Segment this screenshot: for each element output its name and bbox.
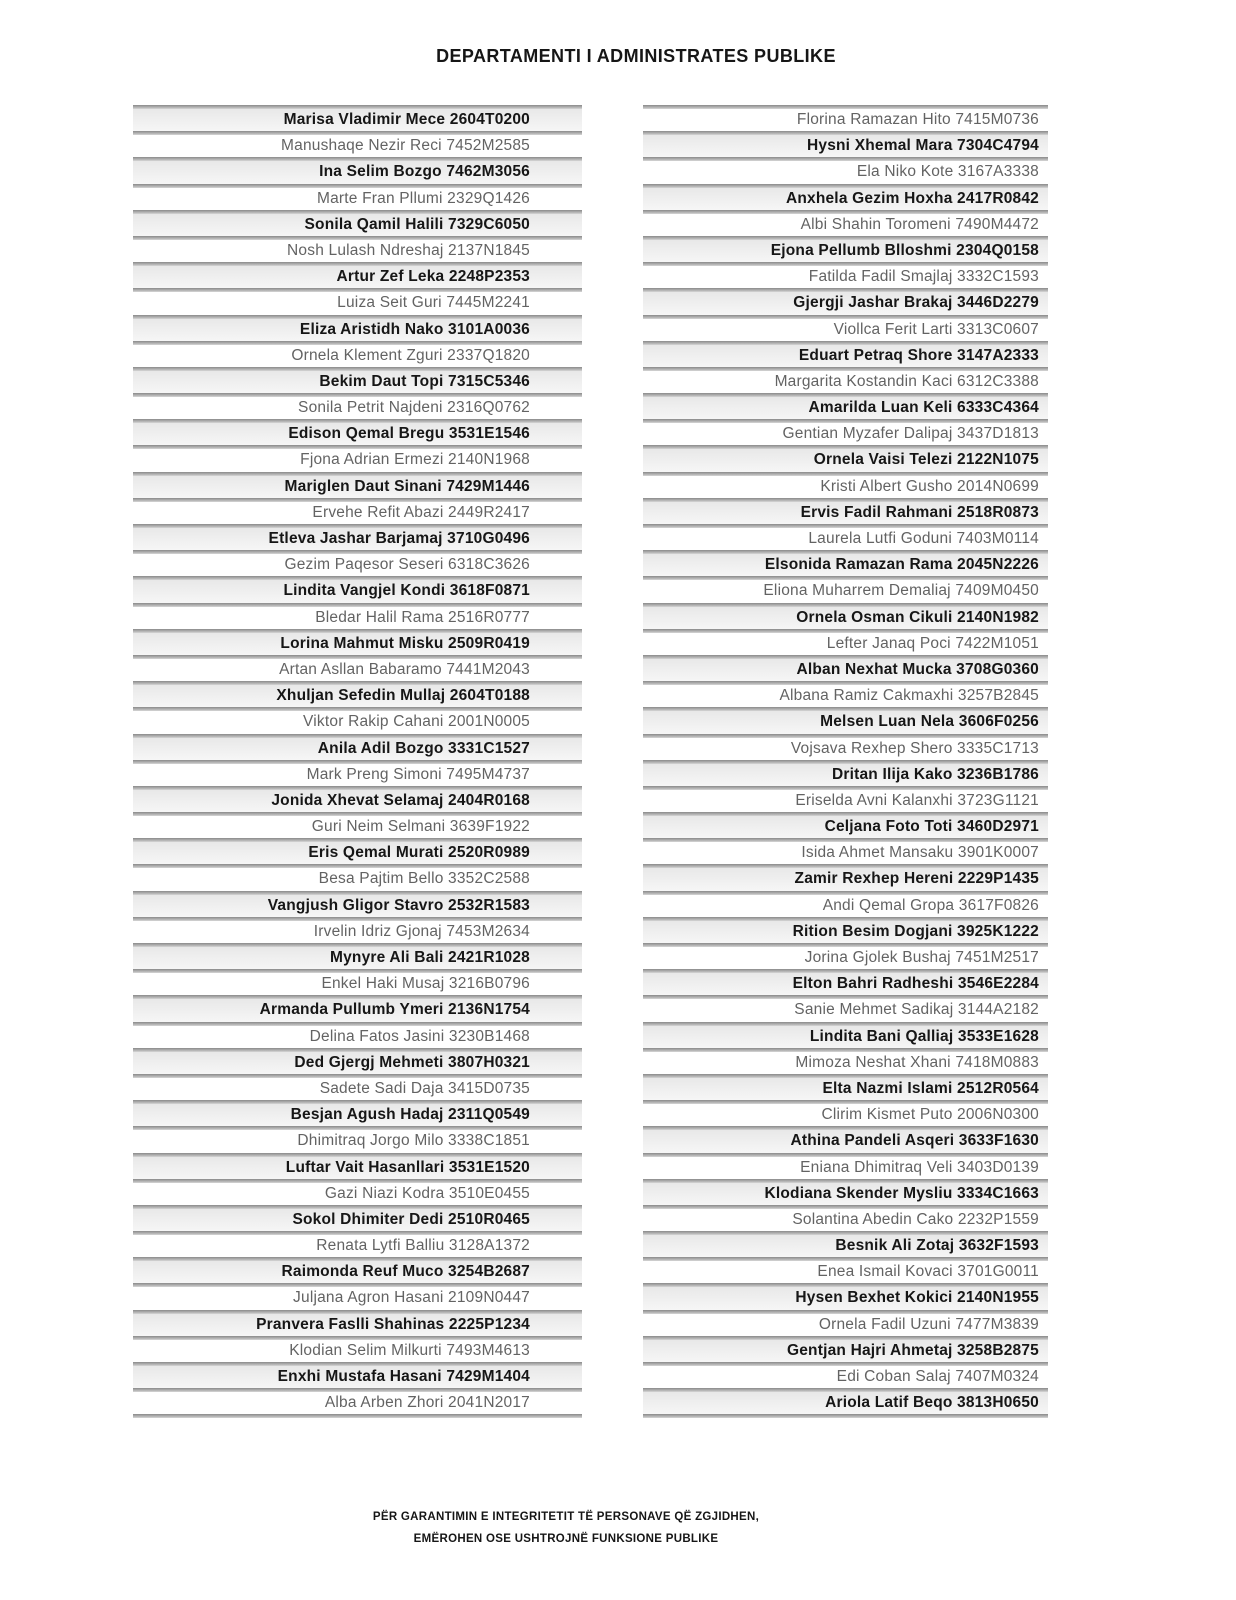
- list-item: Athina Pandeli Asqeri 3633F1630: [643, 1130, 1048, 1152]
- name-list-left-column: [133, 105, 582, 1418]
- list-item: Jorina Gjolek Bushaj 7451M2517: [643, 947, 1048, 969]
- list-item: Sanie Mehmet Sadikaj 3144A2182: [643, 999, 1048, 1021]
- list-item: Laurela Lutfi Goduni 7403M0114: [643, 528, 1048, 550]
- list-item: Delina Fatos Jasini 3230B1468: [133, 1026, 582, 1048]
- list-item: Ervis Fadil Rahmani 2518R0873: [643, 502, 1048, 524]
- list-item: Gentian Myzafer Dalipaj 3437D1813: [643, 423, 1048, 445]
- list-item: Ornela Osman Cikuli 2140N1982: [643, 607, 1048, 629]
- name-list-right-column: [643, 105, 1048, 1418]
- list-item: Gentjan Hajri Ahmetaj 3258B2875: [643, 1340, 1048, 1362]
- list-item: Lefter Janaq Poci 7422M1051: [643, 633, 1048, 655]
- list-item: Raimonda Reuf Muco 3254B2687: [133, 1261, 582, 1283]
- list-item: Armanda Pullumb Ymeri 2136N1754: [133, 999, 582, 1021]
- list-item: Kristi Albert Gusho 2014N0699: [643, 476, 1048, 498]
- row-divider: [133, 1414, 582, 1418]
- list-item: Mariglen Daut Sinani 7429M1446: [133, 476, 582, 498]
- list-item: Nosh Lulash Ndreshaj 2137N1845: [133, 240, 582, 262]
- list-item: Sonila Petrit Najdeni 2316Q0762: [133, 397, 582, 419]
- list-item: Alba Arben Zhori 2041N2017: [133, 1392, 582, 1414]
- list-item: Marisa Vladimir Mece 2604T0200: [133, 109, 582, 131]
- list-item: Lorina Mahmut Misku 2509R0419: [133, 633, 582, 655]
- list-item: Guri Neim Selmani 3639F1922: [133, 816, 582, 838]
- list-item: Luiza Seit Guri 7445M2241: [133, 292, 582, 314]
- list-item: Sokol Dhimiter Dedi 2510R0465: [133, 1209, 582, 1231]
- list-item: Fatilda Fadil Smajlaj 3332C1593: [643, 266, 1048, 288]
- list-item: Hysen Bexhet Kokici 2140N1955: [643, 1287, 1048, 1309]
- list-item: Andi Qemal Gropa 3617F0826: [643, 895, 1048, 917]
- list-item: Enxhi Mustafa Hasani 7429M1404: [133, 1366, 582, 1388]
- list-item: Eliza Aristidh Nako 3101A0036: [133, 319, 582, 341]
- list-item: Artur Zef Leka 2248P2353: [133, 266, 582, 288]
- list-item: Clirim Kismet Puto 2006N0300: [643, 1104, 1048, 1126]
- footer-note: [0, 1506, 1184, 1550]
- list-item: Elsonida Ramazan Rama 2045N2226: [643, 554, 1048, 576]
- list-item: Margarita Kostandin Kaci 6312C3388: [643, 371, 1048, 393]
- list-item: Vojsava Rexhep Shero 3335C1713: [643, 738, 1048, 760]
- footer-line-1: PËR GARANTIMIN E INTEGRITETIT TË PERSONAVE QË ZGJIDHEN,: [372, 1511, 760, 1523]
- list-item: Lindita Bani Qalliaj 3533E1628: [643, 1026, 1048, 1048]
- list-item: Marte Fran Pllumi 2329Q1426: [133, 188, 582, 210]
- list-item: Solantina Abedin Cako 2232P1559: [643, 1209, 1048, 1231]
- list-item: Fjona Adrian Ermezi 2140N1968: [133, 449, 582, 471]
- list-item: Gjergji Jashar Brakaj 3446D2279: [643, 292, 1048, 314]
- list-item: Viollca Ferit Larti 3313C0607: [643, 319, 1048, 341]
- list-item: Ina Selim Bozgo 7462M3056: [133, 161, 582, 183]
- list-item: Vangjush Gligor Stavro 2532R1583: [133, 895, 582, 917]
- list-item: Ariola Latif Beqo 3813H0650: [643, 1392, 1048, 1414]
- list-item: Florina Ramazan Hito 7415M0736: [643, 109, 1048, 131]
- list-item: Eduart Petraq Shore 3147A2333: [643, 345, 1048, 367]
- list-item: Eniana Dhimitraq Veli 3403D0139: [643, 1157, 1048, 1179]
- list-item: Jonida Xhevat Selamaj 2404R0168: [133, 790, 582, 812]
- list-item: Etleva Jashar Barjamaj 3710G0496: [133, 528, 582, 550]
- list-item: Bekim Daut Topi 7315C5346: [133, 371, 582, 393]
- list-item: Gezim Paqesor Seseri 6318C3626: [133, 554, 582, 576]
- list-item: Ornela Vaisi Telezi 2122N1075: [643, 449, 1048, 471]
- list-item: Irvelin Idriz Gjonaj 7453M2634: [133, 921, 582, 943]
- list-item: Renata Lytfi Balliu 3128A1372: [133, 1235, 582, 1257]
- list-item: Isida Ahmet Mansaku 3901K0007: [643, 842, 1048, 864]
- row-divider: [643, 1414, 1048, 1418]
- list-item: Pranvera Faslli Shahinas 2225P1234: [133, 1314, 582, 1336]
- list-item: Artan Asllan Babaramo 7441M2043: [133, 659, 582, 681]
- list-item: Viktor Rakip Cahani 2001N0005: [133, 711, 582, 733]
- list-item: Eliona Muharrem Demaliaj 7409M0450: [643, 580, 1048, 602]
- page-title: DEPARTAMENTI I ADMINISTRATES PUBLIKE: [436, 46, 836, 66]
- list-item: Gazi Niazi Kodra 3510E0455: [133, 1183, 582, 1205]
- list-item: Besjan Agush Hadaj 2311Q0549: [133, 1104, 582, 1126]
- list-item: Zamir Rexhep Hereni 2229P1435: [643, 868, 1048, 890]
- list-item: Melsen Luan Nela 3606F0256: [643, 711, 1048, 733]
- list-item: Besa Pajtim Bello 3352C2588: [133, 868, 582, 890]
- list-item: Mynyre Ali Bali 2421R1028: [133, 947, 582, 969]
- list-item: Dritan Ilija Kako 3236B1786: [643, 764, 1048, 786]
- list-item: Rition Besim Dogjani 3925K1222: [643, 921, 1048, 943]
- list-item: Juljana Agron Hasani 2109N0447: [133, 1287, 582, 1309]
- list-item: Luftar Vait Hasanllari 3531E1520: [133, 1157, 582, 1179]
- list-item: Klodian Selim Milkurti 7493M4613: [133, 1340, 582, 1362]
- list-item: Mimoza Neshat Xhani 7418M0883: [643, 1052, 1048, 1074]
- list-item: Ela Niko Kote 3167A3338: [643, 161, 1048, 183]
- list-item: Enkel Haki Musaj 3216B0796: [133, 973, 582, 995]
- list-item: Edi Coban Salaj 7407M0324: [643, 1366, 1048, 1388]
- list-item: Ornela Fadil Uzuni 7477M3839: [643, 1314, 1048, 1336]
- list-item: Sadete Sadi Daja 3415D0735: [133, 1078, 582, 1100]
- list-item: Ervehe Refit Abazi 2449R2417: [133, 502, 582, 524]
- list-item: Elton Bahri Radheshi 3546E2284: [643, 973, 1048, 995]
- list-item: Enea Ismail Kovaci 3701G0011: [643, 1261, 1048, 1283]
- list-item: Edison Qemal Bregu 3531E1546: [133, 423, 582, 445]
- list-item: Hysni Xhemal Mara 7304C4794: [643, 135, 1048, 157]
- list-item: Xhuljan Sefedin Mullaj 2604T0188: [133, 685, 582, 707]
- list-item: Bledar Halil Rama 2516R0777: [133, 607, 582, 629]
- list-item: Anxhela Gezim Hoxha 2417R0842: [643, 188, 1048, 210]
- list-item: Ornela Klement Zguri 2337Q1820: [133, 345, 582, 367]
- list-item: Anila Adil Bozgo 3331C1527: [133, 738, 582, 760]
- list-item: Klodiana Skender Mysliu 3334C1663: [643, 1183, 1048, 1205]
- list-item: Eris Qemal Murati 2520R0989: [133, 842, 582, 864]
- list-item: Alban Nexhat Mucka 3708G0360: [643, 659, 1048, 681]
- list-item: Dhimitraq Jorgo Milo 3338C1851: [133, 1130, 582, 1152]
- list-item: Albana Ramiz Cakmaxhi 3257B2845: [643, 685, 1048, 707]
- list-item: Albi Shahin Toromeni 7490M4472: [643, 214, 1048, 236]
- footer-line-2: EMËROHEN OSE USHTROJNË FUNKSIONE PUBLIKE: [413, 1533, 719, 1545]
- list-item: Mark Preng Simoni 7495M4737: [133, 764, 582, 786]
- list-item: Ejona Pellumb Blloshmi 2304Q0158: [643, 240, 1048, 262]
- list-item: Sonila Qamil Halili 7329C6050: [133, 214, 582, 236]
- list-item: Elta Nazmi Islami 2512R0564: [643, 1078, 1048, 1100]
- list-item: Ded Gjergj Mehmeti 3807H0321: [133, 1052, 582, 1074]
- list-item: Eriselda Avni Kalanxhi 3723G1121: [643, 790, 1048, 812]
- list-item: Celjana Foto Toti 3460D2971: [643, 816, 1048, 838]
- list-item: Amarilda Luan Keli 6333C4364: [643, 397, 1048, 419]
- list-item: Manushaqe Nezir Reci 7452M2585: [133, 135, 582, 157]
- list-item: Besnik Ali Zotaj 3632F1593: [643, 1235, 1048, 1257]
- list-item: Lindita Vangjel Kondi 3618F0871: [133, 580, 582, 602]
